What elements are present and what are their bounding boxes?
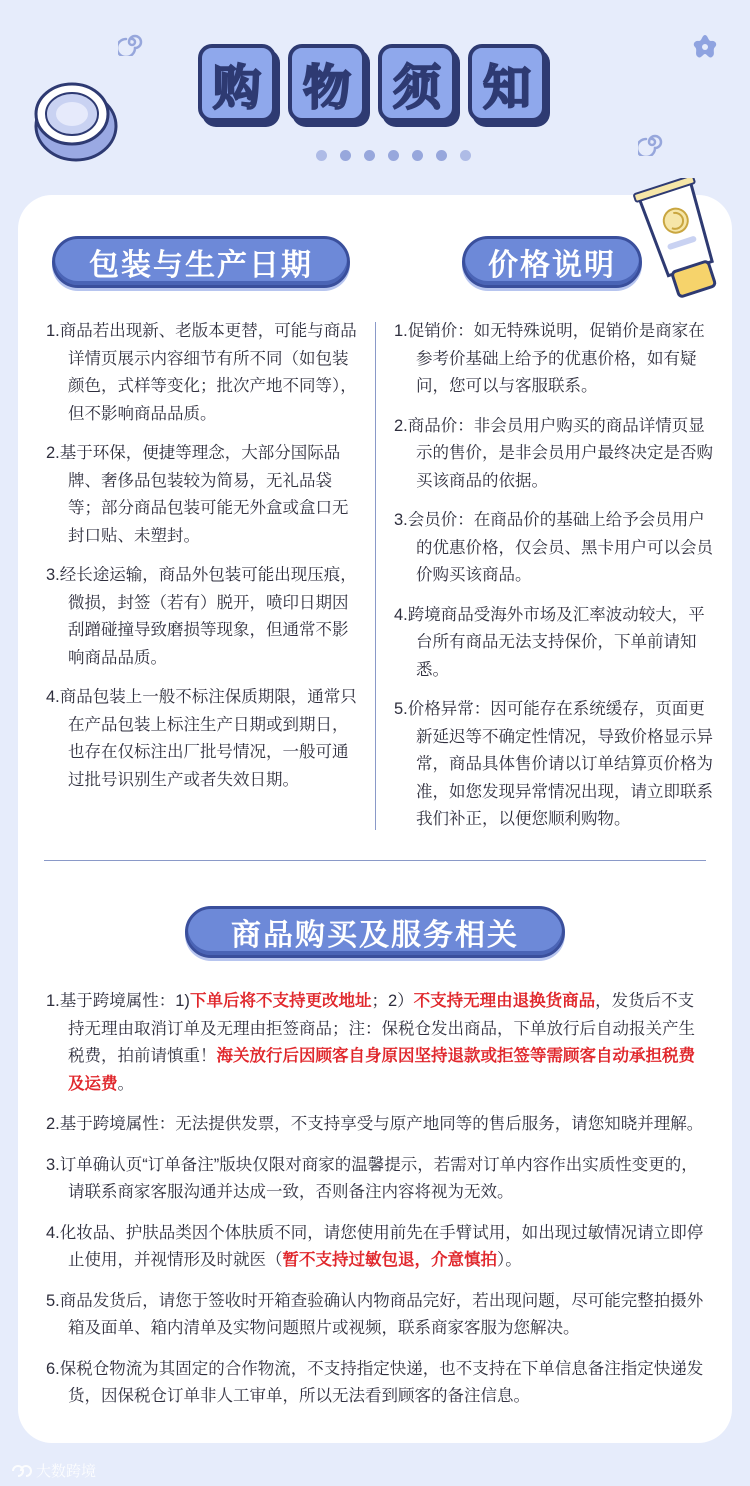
watermark — [10, 1460, 96, 1481]
sunscreen-tube-icon — [632, 178, 730, 302]
dot — [316, 150, 327, 161]
swirl-icon — [118, 28, 146, 56]
list-item: 5.商品发货后，请您于签收时开箱查验确认内物商品完好，若出现问题，尽可能完整拍摄外箱及面单、箱内清单及实物问题照片或视频，联系商家客服为您解决。 — [46, 1291, 704, 1337]
emphasis-text: 暂不支持过敏包退，介意慎拍 — [282, 1251, 497, 1269]
list-item: 2.基于跨境属性：无法提供发票，不支持享受与原产地同等的售后服务，请您知晓并理解。 — [46, 1115, 704, 1133]
title-char: 购 — [198, 44, 276, 122]
item-text: 1.基于跨境属性：1) — [46, 992, 190, 1010]
page-header — [0, 0, 750, 200]
service-list — [46, 988, 706, 1424]
list-item: 2.商品价：非会员用户购买的商品详情页显示的售价，是非会员用户最终决定是否购买该商品的依据。 — [394, 416, 713, 490]
dot — [460, 150, 471, 161]
section-title-service: 商品购买及服务相关 — [185, 906, 565, 958]
dot — [412, 150, 423, 161]
price-list — [394, 318, 714, 846]
dot — [364, 150, 375, 161]
item-text: ）。 — [497, 1251, 522, 1269]
item-text: ，发货后不支持无理由取消订单及无理由拒签商品；注：保税仓发出商品，下单放行后自动报关产生税费，拍前请慎重！ — [68, 992, 695, 1065]
section-divider — [44, 860, 706, 861]
title-char: 知 — [468, 44, 546, 122]
decorative-dots — [316, 150, 471, 161]
list-item: 3.经长途运输，商品外包装可能出现压痕，微损，封签（若有）脱开，喷印日期因刮蹭碰撞导致磨损等现象，但通常不影响商品品质。 — [46, 566, 357, 667]
list-item: 2.基于环保，便捷等理念，大部分国际品牌、奢侈品包装较为简易，无礼品袋等；部分商品包装可能无外盒或盒口无封口贴、未塑封。 — [46, 444, 349, 545]
emphasis-text: 下单后将不支持更改地址 — [189, 992, 372, 1010]
list-item: 5.价格异常：因可能存在系统缓存，页面更新延迟等不确定性情况，导致价格显示异常，商品具体售价请以订单结算页价格为准，如您发现异常情况出现，请立即联系我们补正，以便您顺利购物。 — [394, 700, 713, 828]
dot — [388, 150, 399, 161]
column-divider — [375, 322, 376, 830]
list-item: 3.会员价：在商品价的基础上给予会员用户的优惠价格，仅会员、黑卡用户可以会员价购买该商品。 — [394, 511, 713, 584]
list-item: 1.商品若出现新、老版本更替，可能与商品详情页展示内容细节有所不同（如包装颜色，式样等变化；批次产地不同等），但不影响商品品质。 — [46, 322, 357, 423]
item-text: 。 — [117, 1074, 134, 1093]
list-item: 6.保税仓物流为其固定的合作物流，不支持指定快递，也不支持在下单信息备注指定快递发货，因保税仓订单非人工审单，所以无法看到顾客的备注信息。 — [46, 1359, 704, 1405]
emphasis-text: 海关放行后因顾客自身原因坚持退款或拒签等需顾客自动承担税费及运费 — [68, 1047, 695, 1093]
watermark-text: 大数跨境 — [36, 1463, 97, 1480]
item-text: ；2） — [371, 992, 414, 1010]
dot — [436, 150, 447, 161]
list-item: 4.商品包装上一般不标注保质期限，通常只在产品包装上标注生产日期或到期日，也存在仅标注出厂批号情况，一般可通过批号识别生产或者失效日期。 — [46, 688, 357, 789]
packaging-list — [46, 318, 364, 806]
compact-mirror-icon — [26, 70, 122, 166]
dot — [340, 150, 351, 161]
list-item: 1.促销价：如无特殊说明，促销价是商家在参考价基础上给予的优惠价格，如有疑问，您可以与客服联系。 — [394, 322, 705, 395]
title-char: 须 — [378, 44, 456, 122]
section-title-packaging: 包装与生产日期 — [52, 236, 350, 288]
list-item: 3.订单确认页“订单备注”版块仅限对商家的温馨提示，若需对订单内容作出实质性变更的，请联系商家客服沟通并达成一致，否则备注内容将视为无效。 — [46, 1155, 698, 1201]
section-title-price: 价格说明 — [462, 236, 642, 288]
flower-icon — [690, 32, 720, 62]
item-text: 4.化妆品、护肤品类因个体肤质不同，请您使用前先在手臂试用，如出现过敏情况请立即停止使用，并视情形及时就医（ — [46, 1223, 704, 1269]
list-item — [46, 988, 706, 1098]
watermark-logo-icon — [10, 1463, 32, 1479]
emphasis-text: 不支持无理由退换货商品 — [413, 992, 596, 1010]
list-item — [46, 1220, 706, 1275]
title-char: 物 — [288, 44, 366, 122]
list-item: 4.跨境商品受海外市场及汇率波动较大，平台所有商品无法支持保价，下单前请知悉。 — [394, 605, 705, 679]
swirl-icon — [638, 128, 666, 156]
page-title — [198, 44, 546, 122]
